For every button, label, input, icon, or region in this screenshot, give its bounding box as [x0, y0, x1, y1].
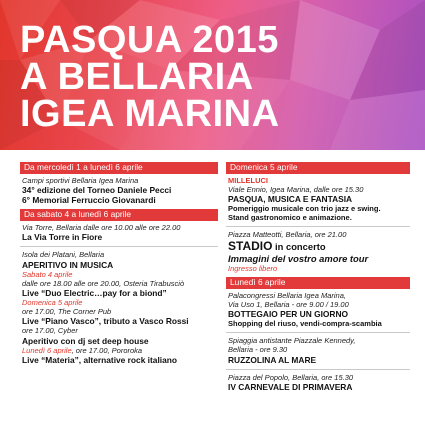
date-header: Da sabato 4 a lunedì 6 aprile: [20, 209, 218, 220]
header-banner: [0, 0, 425, 150]
event-title: APERITIVO IN MUSICA: [22, 259, 114, 270]
separator: [226, 369, 410, 370]
separator: [226, 332, 410, 333]
left-column: [20, 162, 218, 369]
program-content: [0, 156, 425, 425]
event-info-line: Lunedì 6 aprile, ore 17.00, Pororoka: [22, 345, 143, 355]
tour-name: Immagini del vostro amore tour: [228, 252, 369, 264]
date-header: Da mercoledì 1 a lunedì 6 aprile: [20, 162, 218, 173]
event-block-ruzzolina: [228, 336, 410, 364]
title-line-3: IGEA MARINA: [20, 93, 280, 135]
event-info: dalle ore 18.00 alle ore 20.00, Osteria Tirabusciò: [22, 278, 185, 288]
event-description: Shopping del riuso, vendi-compra-scambia: [228, 319, 382, 329]
header-underline: [226, 173, 410, 174]
event-title: La Via Torre in Fiore: [22, 232, 103, 243]
event-subtitle: Aperitivo con dj set deep house: [22, 335, 149, 346]
event-date: Domenica 5 aprile: [22, 298, 83, 308]
event-place: Bellaria - ore 9.30: [228, 345, 288, 355]
event-info: ore 17.00, Cyber: [22, 326, 78, 336]
event-block-milleluci: [228, 176, 410, 222]
event-subtitle: Live “Piano Vasco”, tributo a Vasco Rossi: [22, 316, 189, 327]
event-place: Isola dei Platani, Bellaria: [22, 250, 105, 260]
event-info: ore 17.00, Pororoka: [75, 345, 143, 355]
event-place: Piazza Matteotti, Bellaria, ore 21.00: [228, 230, 347, 240]
event-block-torneo: [22, 176, 218, 205]
date-header: Lunedì 6 aprile: [226, 277, 410, 288]
event-info: ore 17.00, The Corner Pub: [22, 307, 112, 317]
event-description: Pomeriggio musicale con trio jazz e swing.: [228, 204, 381, 214]
separator: [226, 226, 410, 227]
title-line-2: A BELLARIA: [20, 56, 254, 98]
event-tag: MILLELUCI: [228, 176, 268, 185]
event-block-carnevale: [228, 373, 410, 392]
header-underline: [226, 288, 410, 289]
separator: [20, 246, 218, 247]
event-place: Via Uso 1, Bellaria - ore 9.00 / 19.00: [228, 300, 349, 310]
event-headliner: [228, 240, 410, 253]
event-title: BOTTEGAIO PER UN GIORNO: [228, 309, 349, 320]
event-title: IV CARNEVALE DI PRIMAVERA: [228, 381, 353, 392]
event-place: Via Torre, Bellaria dalle ore 10.00 alle ore 22.00: [22, 223, 181, 233]
event-place: Viale Ennio, Igea Marina, dalle ore 15.30: [228, 185, 364, 195]
right-column: [226, 162, 410, 396]
event-date: Lunedì 6 aprile: [22, 345, 72, 355]
event-subtitle: Live “Materia”, alternative rock italiano: [22, 354, 177, 365]
poster-title: [20, 19, 280, 135]
event-date: Sabato 4 aprile: [22, 269, 73, 279]
event-title: PASQUA, MUSICA E FANTASIA: [228, 194, 353, 205]
event-block-via-torre: [22, 223, 218, 242]
event-subtitle: Live “Duo Electric…pay for a biond”: [22, 288, 167, 299]
header-underline: [20, 173, 218, 174]
event-place: Campi sportivi Bellaria Igea Marina: [22, 176, 139, 185]
event-place: Palacongressi Bellaria Igea Marina,: [228, 290, 346, 300]
event-block-bottegaio: [228, 291, 410, 328]
event-description: Stand gastronomico e animazione.: [228, 213, 352, 223]
artist-suffix: in concerto: [272, 240, 326, 252]
event-title: RUZZOLINA AL MARE: [228, 354, 317, 365]
event-place: Piazza del Popolo, Bellaria, ore 15.30: [228, 372, 354, 382]
event-place: Spiaggia antistante Piazzale Kennedy,: [228, 336, 356, 346]
header-underline: [20, 220, 218, 221]
event-block-aperitivo: [22, 250, 218, 364]
event-title: 6° Memorial Ferruccio Giovanardi: [22, 195, 156, 206]
title-line-1: PASQUA 2015: [20, 19, 279, 61]
date-header: Domenica 5 aprile: [226, 162, 410, 173]
artist-name: STADIO: [228, 238, 273, 253]
event-block-stadio: [228, 230, 410, 272]
entry-note: Ingresso libero: [228, 263, 278, 273]
event-title: 34° edizione del Torneo Daniele Pecci: [22, 185, 172, 196]
